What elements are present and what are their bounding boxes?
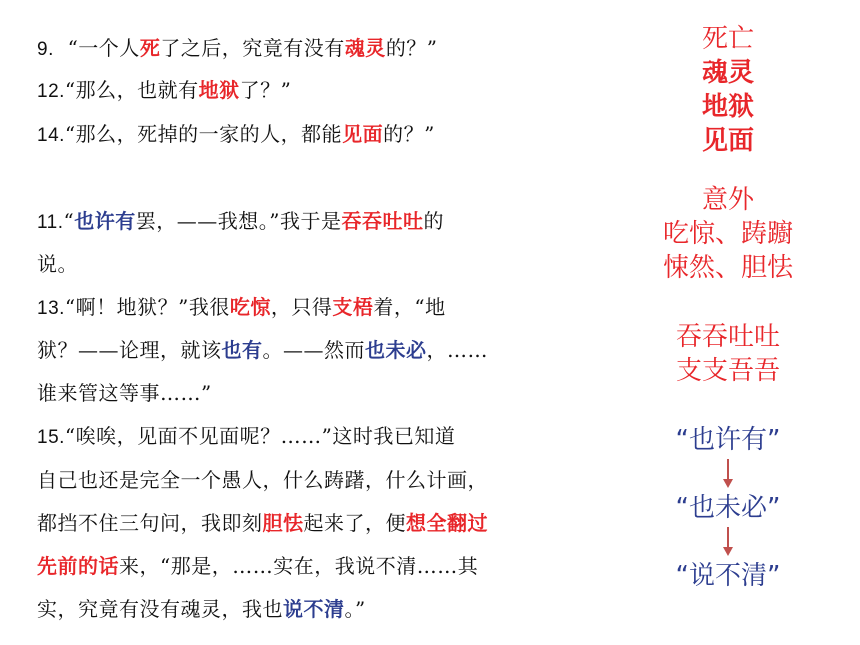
phrase-maybe-yes: “也许有” [675,425,781,455]
text: 狱？——论理，就该 [37,338,222,362]
highlight-blue: 也有 [221,338,263,362]
highlight-red: 支梧 [332,295,374,319]
line-14 [37,121,435,149]
keyword-meet: 见面 [701,126,754,156]
text: “ [63,209,75,233]
keyword-soul: 魂灵 [701,58,754,88]
down-arrow-icon [721,527,735,557]
phrase-not-necessarily: “也未必” [675,493,781,523]
text: 。——然而 [262,338,365,362]
text: 都挡不住三句问，我即刻 [37,511,263,535]
line-number: 9. [37,39,54,60]
text: 。” [344,597,366,621]
line-number: 15. [37,427,65,448]
text: 的？” [385,36,438,60]
highlight-blue: 也许有 [74,209,136,233]
line-15 [37,423,455,451]
text: 着，“地 [373,295,446,319]
text: “那么，死掉的一家的人，都能 [64,122,343,146]
line-15-cont4 [37,596,366,622]
text: “那么，也就有 [64,78,199,102]
highlight-red: 地狱 [198,78,240,102]
text: 的？” [383,122,435,146]
text: ，…… [426,338,488,362]
text: ，只得 [270,295,333,319]
keyword-hell: 地狱 [701,92,754,122]
highlight-red: 胆怯 [262,511,304,535]
line-9 [37,35,438,63]
highlight-red: 魂灵 [344,36,386,60]
line-15-cont [37,467,488,493]
line-number: 12. [37,81,65,102]
line-11-cont [37,251,78,277]
text: 谁来管这等事……” [37,381,212,405]
text: 实，究竟有没有魂灵，我也 [37,597,283,621]
emotion-2: 吃惊、踌躕 [662,219,793,249]
highlight-red: 先前的话 [37,554,119,578]
text: 罢，——我想。”我于是 [135,209,342,233]
text: 了？” [239,78,292,102]
text: 的 [423,209,444,233]
emotion-3: 悚然、胆怯 [662,253,793,283]
highlight-blue: 说不清 [283,597,345,621]
line-12 [37,77,291,105]
keyword-death: 死亡 [701,24,754,54]
text: 了之后，究竟有没有 [160,36,345,60]
text: 起来了，便 [303,511,406,535]
line-number: 11. [37,212,64,233]
highlight-red: 吃惊 [229,295,271,319]
hesitation-1: 吞吞吐吐 [675,322,780,352]
highlight-red: 见面 [342,122,384,146]
highlight-blue: 也未必 [365,338,427,362]
line-number: 13. [37,298,65,319]
emotion-1: 意外 [701,185,754,215]
text: “啊！地狱？”我很 [64,295,230,319]
line-13 [37,294,446,322]
text: “一个人 [67,36,140,60]
phrase-cannot-say: “说不清” [675,561,781,591]
line-15-cont3 [37,553,478,579]
line-13-cont [37,337,488,363]
hesitation-2: 支支吾吾 [675,356,780,386]
line-13-cont2 [37,380,212,406]
text: 来，“那是，……实在，我说不清……其 [119,554,479,578]
highlight-red: 吞吞吐吐 [341,209,424,233]
line-11 [37,208,444,236]
text: 自己也还是完全一个愚人，什么踌躇，什么计画， [37,468,488,492]
line-15-cont2 [37,510,488,536]
highlight-red: 死 [139,36,161,60]
down-arrow-icon [721,459,735,489]
line-number: 14. [37,125,65,146]
text: “唉唉，见面不见面呢？……”这时我已知道 [64,424,456,448]
text: 说。 [37,252,78,276]
highlight-red: 想全翻过 [406,511,488,535]
